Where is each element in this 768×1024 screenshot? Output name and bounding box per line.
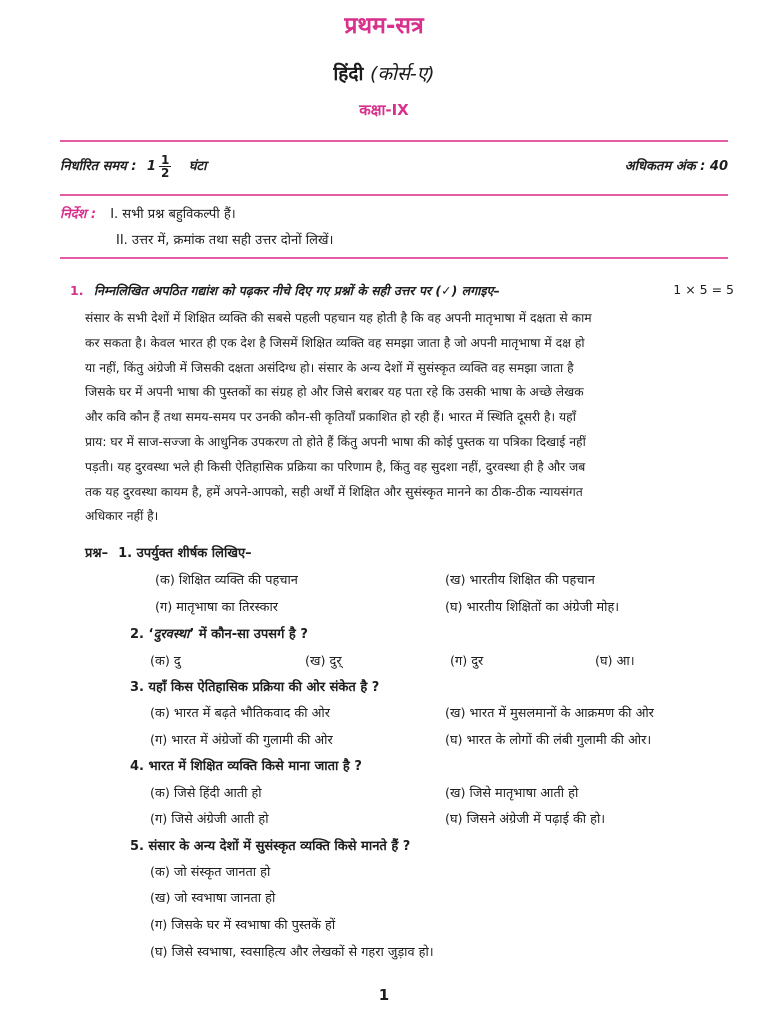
option[interactable]: (क) शिक्षित व्यक्ति की पहचान: [155, 573, 298, 588]
questions-label: प्रश्न–: [85, 546, 109, 561]
sub-question-2: [130, 624, 308, 642]
subject-name: हिंदी: [333, 63, 364, 85]
time-fraction-denominator: 2: [160, 166, 170, 180]
divider-middle: [60, 194, 728, 196]
divider-bottom: [60, 257, 728, 259]
option[interactable]: (घ) भारतीय शिक्षितों का अंग्रेजी मोह।: [445, 600, 620, 615]
instruction-text: II. उत्तर में, क्रमांक तथा सही उत्तर दोनों लिखें।: [116, 233, 334, 248]
meta-row: [60, 150, 728, 186]
option[interactable]: (ग) जिसके घर में स्वभाषा की पुस्तकें हों: [150, 918, 336, 933]
option[interactable]: (ख) जो स्वभाषा जानता हो: [150, 891, 276, 906]
instructions-label: निर्देश :: [60, 207, 97, 222]
option[interactable]: (ख) भारत में मुसलमानों के आक्रमण की ओर: [445, 706, 654, 721]
question-1-text: निम्नलिखित अपठित गद्यांश को पढ़कर नीचे दिए गए प्रश्नों के सही उत्तर पर (✓) लगाइए–: [93, 283, 500, 298]
option[interactable]: (ग) जिसे अंग्रेजी आती हो: [150, 812, 269, 827]
passage-line: तक यह दुरवस्था कायम है, हमें अपने-आपको, सही अर्थों में शिक्षित और सुसंस्कृत मानने का ठीक-ठीक न्यायसंगत: [85, 484, 583, 499]
option[interactable]: (क) जिसे हिंदी आती हो: [150, 786, 262, 801]
time-fraction: [159, 154, 171, 179]
instruction-line-2: [116, 230, 333, 248]
course-name: (कोर्स-ए): [370, 63, 435, 85]
subject-title: [0, 60, 768, 86]
sub-question-text-prefix: 2. ‘: [130, 627, 154, 642]
option[interactable]: (ख) जिसे मातृभाषा आती हो: [445, 786, 579, 801]
instruction-line-1: [60, 204, 236, 222]
option[interactable]: (ख) दुर्: [305, 654, 342, 669]
time-label: निर्धारित समय :: [60, 159, 137, 174]
passage-line: और कवि कौन हैं तथा समय-समय पर उनकी कौन-सी कृतियाँ प्रकाशित हो रही हैं। भारत में स्थिति दूसरी है। यहाँ: [85, 410, 576, 425]
page-number: 1: [378, 986, 390, 1004]
option[interactable]: (ख) भारतीय शिक्षित की पहचान: [445, 573, 595, 588]
sub-question-3: 3. यहाँ किस ऐतिहासिक प्रक्रिया की ओर संकेत है ?: [130, 680, 380, 695]
sub-question-4: 4. भारत में शिक्षित व्यक्ति किसे माना जाता है ?: [130, 759, 362, 774]
passage-line: संसार के सभी देशों में शिक्षित व्यक्ति की सबसे पहली पहचान यह होती है कि वह अपनी मातृभाषा में दक्षता से काम: [85, 311, 592, 325]
sub-question-text-suffix: ’ में कौन-सा उपसर्ग है ?: [189, 627, 308, 642]
class-title: कक्षा-IX: [359, 101, 409, 119]
passage-line: कर सकता है। केवल भारत ही एक देश है जिसमें शिक्षित व्यक्ति वह समझा जाता है जो अपनी मातृभाषा में दक्ष हो: [85, 335, 585, 350]
option[interactable]: (क) भारत में बढ़ते भौतिकवाद की ओर: [150, 706, 330, 721]
option[interactable]: (ग) भारत में अंग्रेजों की गुलामी की ओर: [150, 733, 333, 748]
sub-question-5: 5. संसार के अन्य देशों में सुसंस्कृत व्यक्ति किसे मानते हैं ?: [130, 839, 411, 854]
time-whole: 1: [146, 159, 156, 174]
passage-line: जिसके घर में अपनी भाषा की पुस्तकों का संग्रह हो और जिसे बराबर यह पता रहे कि उसकी भाषा के अच्छे लेखक: [85, 385, 584, 400]
option[interactable]: (क) जो संस्कृत जानता हो: [150, 865, 271, 880]
max-marks: अधिकतम अंक : 40: [624, 159, 728, 174]
instruction-text: I. सभी प्रश्न बहुविकल्पी हैं।: [110, 207, 236, 222]
question-1-number: 1.: [70, 283, 84, 298]
passage-line: अधिकार नहीं है।: [85, 509, 159, 524]
option[interactable]: (ग) दुर: [450, 654, 484, 669]
divider-top: [60, 140, 728, 142]
sub-question-text: 1. उपर्युक्त शीर्षक लिखिए–: [118, 546, 252, 561]
option[interactable]: (घ) आ।: [595, 654, 635, 669]
question-1-marks: 1 × 5 = 5: [673, 282, 734, 297]
session-title: प्रथम-सत्र: [344, 13, 424, 39]
question-1-heading: [70, 282, 734, 304]
sub-question-emphasis: दुरवस्था: [153, 627, 190, 642]
time-allotted: [60, 154, 206, 179]
option[interactable]: (क) दु: [150, 654, 181, 669]
passage-line: प्राय: घर में साज-सज्जा के आधुनिक उपकरण तो होते हैं किंतु अपनी भाषा की कोई पुस्तक या पत्रिका दिखाई नहीं: [85, 434, 586, 449]
passage-line: पड़ती। यह दुरवस्था भले ही किसी ऐतिहासिक प्रक्रिया का परिणाम है, किंतु वह सुदशा नहीं, दुरवस्था ही है और जब: [85, 459, 586, 474]
option[interactable]: (घ) भारत के लोगों की लंबी गुलामी की ओर।: [445, 733, 652, 748]
passage-line: या नहीं, किंतु अंग्रेजी में जिसकी दक्षता असंदिग्ध हो। संसार के अन्य देशों में सुसंस्कृत व्यक्ति वह समझा जाता है: [85, 360, 574, 375]
time-unit: घंटा: [188, 159, 207, 174]
time-fraction-numerator: 1: [160, 153, 170, 167]
passage: [85, 306, 735, 529]
option[interactable]: (ग) मातृभाषा का तिरस्कार: [155, 600, 279, 615]
option[interactable]: (घ) जिसने अंग्रेजी में पढ़ाई की हो।: [445, 812, 606, 827]
sub-question-1: [85, 543, 252, 561]
option[interactable]: (घ) जिसे स्वभाषा, स्वसाहित्य और लेखकों से गहरा जुड़ाव हो।: [150, 945, 434, 960]
